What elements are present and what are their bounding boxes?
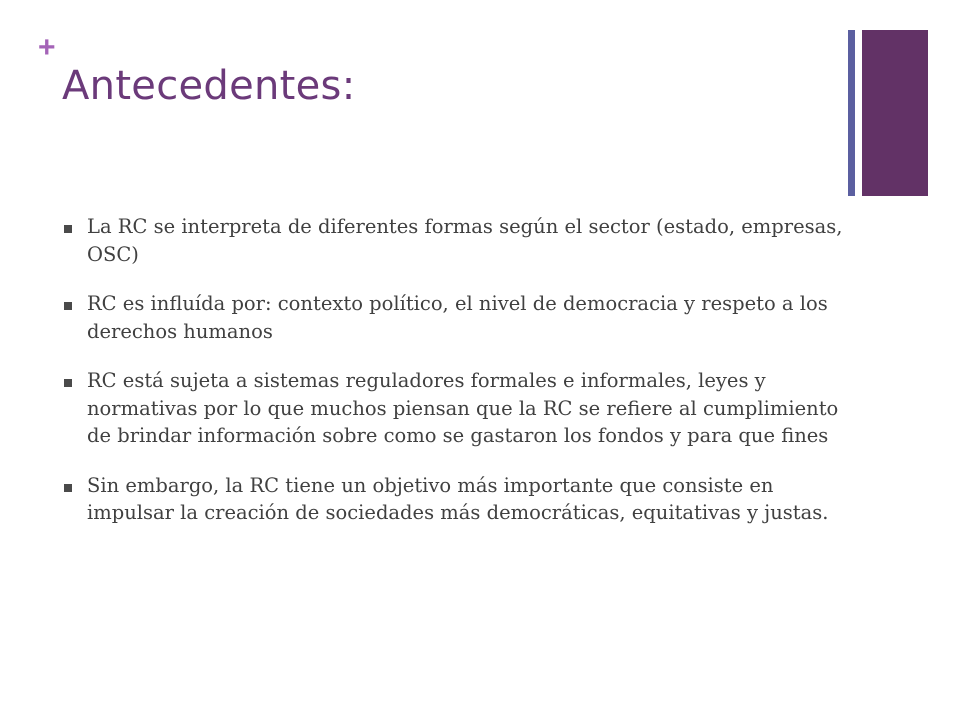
accent-bar-thin — [848, 30, 855, 196]
slide-title: Antecedentes: — [62, 63, 356, 109]
bullet-item — [64, 290, 854, 345]
accent-bar-thick — [862, 30, 928, 196]
bullet-text: RC está sujeta a sistemas reguladores formales e informales, leyes y normativas por lo que muchos piensan que la RC se refiere al cumplimiento de brindar información sobre como se gastaron los fondos y para que fines — [87, 369, 839, 447]
plus-icon: + — [38, 31, 56, 64]
bullet-list — [64, 213, 854, 549]
square-bullet-icon — [64, 379, 72, 387]
square-bullet-icon — [64, 225, 72, 233]
square-bullet-icon — [64, 302, 72, 310]
bullet-item — [64, 213, 854, 268]
bullet-text: La RC se interpreta de diferentes formas según el sector (estado, empresas, OSC) — [87, 215, 843, 266]
bullet-item — [64, 472, 854, 527]
square-bullet-icon — [64, 484, 72, 492]
bullet-text: Sin embargo, la RC tiene un objetivo más importante que consiste en impulsar la creación de sociedades más democráticas, equitativas y justas. — [87, 473, 829, 524]
bullet-item — [64, 367, 854, 450]
bullet-text: RC es influída por: contexto político, el nivel de democracia y respeto a los derechos humanos — [87, 292, 828, 343]
